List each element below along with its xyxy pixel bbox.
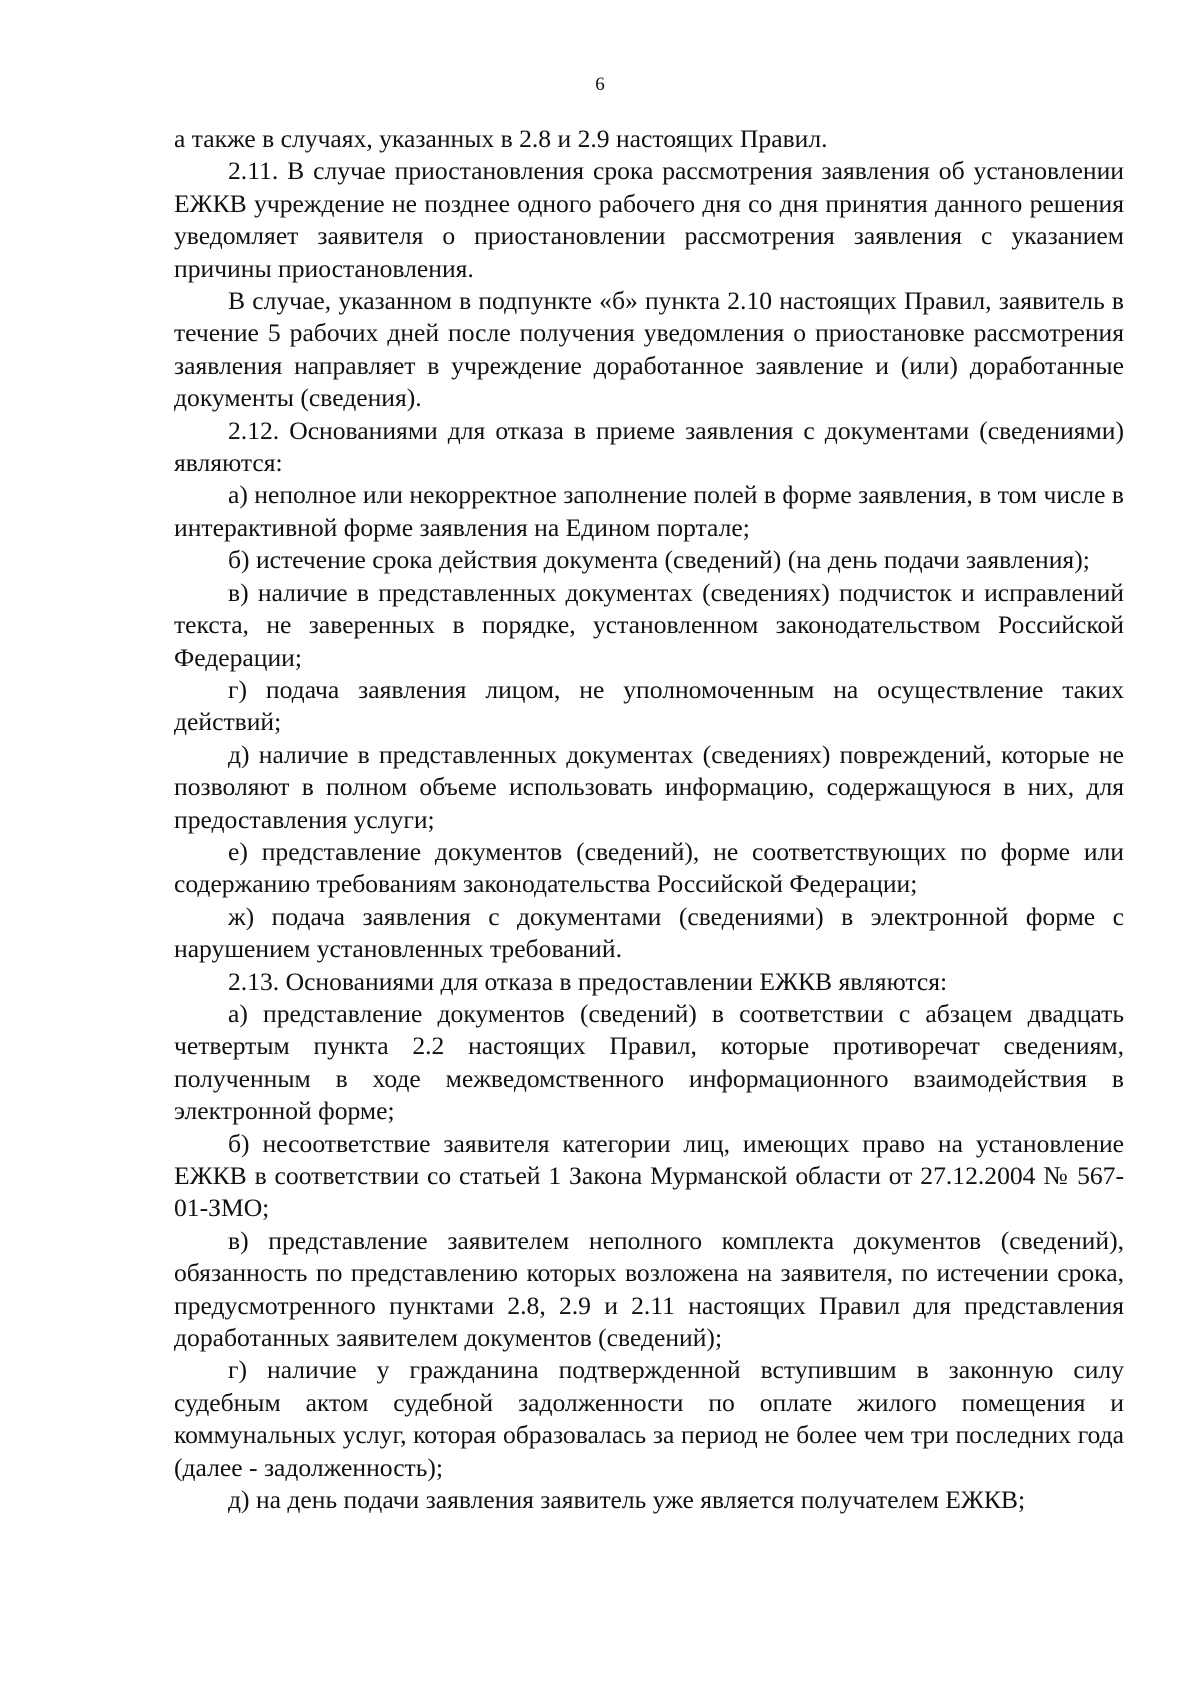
page-number: 6 [595,74,605,95]
paragraph-2-11-case: В случае, указанном в подпункте «б» пункта 2.10 настоящих Правил, заявитель в течение 5 рабочих дней после получения уведомления о приостановке рассмотрения заявления направляет в учреждение доработанное заявление и (или) доработанные документы (сведения). [174,286,1124,413]
paragraph-2-13-d: д) на день подачи заявления заявитель уже является получателем ЕЖКВ; [228,1485,1026,1515]
document-body [174,123,1124,1516]
paragraph-continuation: а также в случаях, указанных в 2.8 и 2.9 настоящих Правил. [174,124,828,153]
paragraph-2-13-b: б) несоответствие заявителя категории лиц, имеющих право на установление ЕЖКВ в соответствии со статьей 1 Закона Мурманской области от 27.12.2004 № 567-01-ЗМО; [174,1128,1124,1223]
paragraph-2-13-g: г) наличие у гражданина подтвержденной вступившим в законную силу судебным актом судебной задолженности по оплате жилого помещения и коммунальных услуг, которая образовалась за период не более чем три последних года (далее - задолженность); [174,1355,1124,1482]
paragraph-2-13-v: в) представление заявителем неполного комплекта документов (сведений), обязанность по представлению которых возложена на заявителя, по истечении срока, предусмотренного пунктами 2.8, 2.9 и 2.11 настоящих Правил для представления доработанных заявителем документов (сведений); [174,1225,1124,1353]
paragraph-2-12-b: б) истечение срока действия документа (сведений) (на день подачи заявления); [228,545,1090,575]
paragraph-2-11: 2.11. В случае приостановления срока рассмотрения заявления об установлении ЕЖКВ учреждение не позднее одного рабочего дня со дня принятия данного решения уведомляет заявителя о приостановлении рассмотрения заявления с указанием причины приостановления. [174,156,1124,283]
paragraph-2-13: 2.13. Основаниями для отказа в предоставлении ЕЖКВ являются: [228,966,948,996]
paragraph-2-12-d: д) наличие в представленных документах (сведениях) повреждений, которые не позволяют в полном объеме использовать информацию, содержащуюся в них, для предоставления услуги; [174,739,1124,834]
paragraph-2-12-a: а) неполное или некорректное заполнение полей в форме заявления, в том числе в интерактивной форме заявления на Едином портале; [174,480,1124,542]
paragraph-2-12: 2.12. Основаниями для отказа в приеме заявления с документами (сведениями) являются: [174,415,1124,478]
paragraph-2-12-v: в) наличие в представленных документах (сведениях) подчисток и исправлений текста, не заверенных в порядке, установленном законодательством Российской Федерации; [174,577,1124,672]
paragraph-2-12-e: е) представление документов (сведений), не соответствующих по форме или содержанию требованиям законодательства Российской Федерации; [174,836,1124,899]
paragraph-2-12-zh: ж) подача заявления с документами (сведениями) в электронной форме с нарушением установленных требований. [174,901,1124,964]
paragraph-2-12-g: г) подача заявления лицом, не уполномоченным на осуществление таких действий; [174,674,1124,737]
paragraph-2-13-a: а) представление документов (сведений) в соответствии с абзацем двадцать четвертым пункта 2.2 настоящих Правил, которые противоречат сведениям, полученным в ходе межведомственного информационного взаимодействия в электронной форме; [174,998,1124,1126]
